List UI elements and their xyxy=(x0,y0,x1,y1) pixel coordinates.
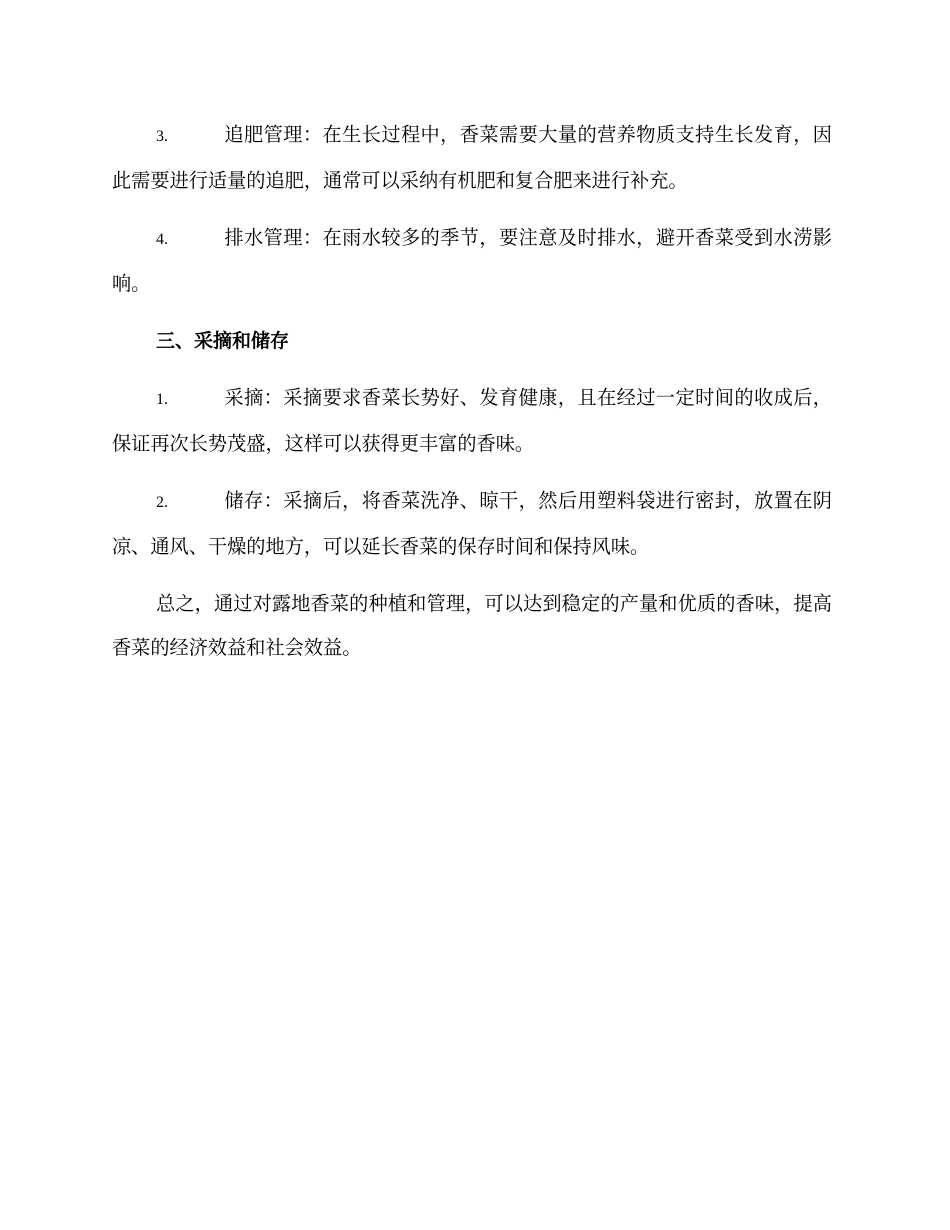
list-item-text: 储存：采摘后，将香菜洗净、晾干，然后用塑料袋进行密封，放置在阴凉、通风、干燥的地方，可以延长香菜的保存时间和保持风味。 xyxy=(112,489,832,558)
list-item-drainage xyxy=(112,216,832,306)
document-body xyxy=(112,113,832,683)
list-number: 1. xyxy=(156,391,168,408)
list-item-topdressing xyxy=(112,113,832,203)
conclusion-paragraph: 总之，通过对露地香菜的种植和管理，可以达到稳定的产量和优质的香味，提高香菜的经济效益和社会效益。 xyxy=(112,592,832,659)
list-number: 2. xyxy=(156,494,168,511)
list-item-harvest xyxy=(112,376,832,466)
list-item-text: 采摘：采摘要求香菜长势好、发育健康，且在经过一定时间的收成后，保证再次长势茂盛，这样可以获得更丰富的香味。 xyxy=(112,386,832,455)
list-item-text: 追肥管理：在生长过程中，香菜需要大量的营养物质支持生长发育，因此需要进行适量的追肥，通常可以采纳有机肥和复合肥来进行补充。 xyxy=(112,123,832,192)
section-heading: 三、采摘和储存 xyxy=(156,330,290,352)
list-number: 3. xyxy=(156,128,168,145)
list-number: 4. xyxy=(156,231,168,248)
list-item-text: 排水管理：在雨水较多的季节，要注意及时排水，避开香菜受到水涝影响。 xyxy=(112,226,832,295)
list-item-storage xyxy=(112,479,832,569)
